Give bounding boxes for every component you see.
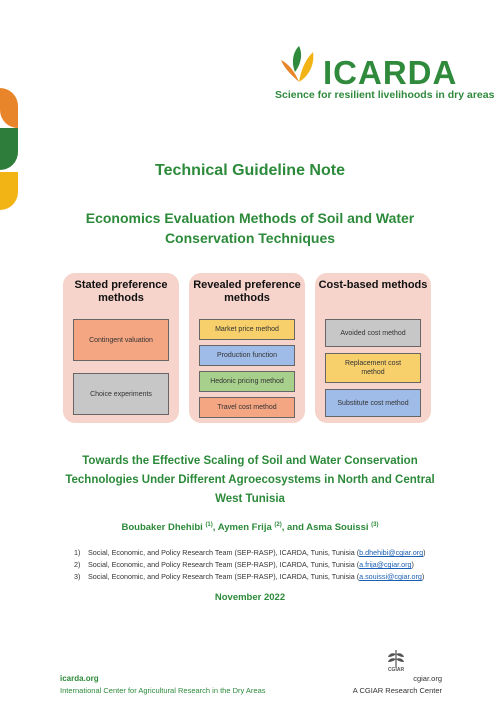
- affiliation-item: [74, 571, 426, 583]
- affiliation-number: 3): [74, 572, 81, 581]
- panel-title: Cost-based methods: [318, 279, 428, 291]
- method-box: Hedonic pricing method: [199, 371, 295, 392]
- affiliation-text: Social, Economic, and Policy Research Team (SEP-RASP), ICARDA, Tunis, Tunisia (: [88, 560, 360, 569]
- affiliation-item: [74, 547, 426, 559]
- affiliation-close: ): [423, 548, 426, 557]
- report-title: Towards the Effective Scaling of Soil and Water Conservation Technologies Under Different Agroecosystems in North and Central West Tunisia: [65, 455, 435, 505]
- method-box: Choice experiments: [73, 373, 169, 415]
- email-link[interactable]: a.souissi@cgiar.org: [359, 572, 422, 581]
- decor-leaf-orange: [0, 88, 18, 128]
- affiliation-item: [74, 559, 426, 571]
- logo-tagline: Science for resilient livelihoods in dry areas: [275, 89, 495, 101]
- footer-org-name: International Center for Agricultural Research in the Dry Areas: [60, 686, 266, 695]
- method-box: Production function: [199, 345, 295, 366]
- page-subtitle: Economics Evaluation Methods of Soil and Water Conservation Techniques: [85, 210, 415, 246]
- panel-title: Stated preference methods: [74, 279, 168, 304]
- panel-title: Revealed preference methods: [193, 279, 301, 304]
- cost-based-panel: [315, 273, 431, 423]
- author-name: Aymen Frija: [217, 522, 272, 534]
- affiliation-close: ): [421, 572, 425, 581]
- method-box: Contingent valuation: [73, 319, 169, 361]
- affiliation-number: 1): [74, 548, 81, 557]
- method-box: Travel cost method: [199, 397, 295, 418]
- affiliation-text: Social, Economic, and Policy Research Team (SEP-RASP), ICARDA, Tunis, Tunisia (: [88, 548, 360, 557]
- authors-line: [0, 522, 500, 533]
- method-box: Avoided cost method: [325, 319, 421, 347]
- separator: , and: [281, 522, 304, 534]
- footer-cgiar-center: A CGIAR Research Center: [352, 686, 442, 695]
- revealed-preference-panel: [189, 273, 305, 423]
- affiliation-close: ): [411, 560, 414, 569]
- method-box: Substitute cost method: [325, 389, 421, 417]
- method-box: Market price method: [199, 319, 295, 340]
- method-box: Replacement cost method: [325, 353, 421, 383]
- logo-name: ICARDA: [323, 54, 458, 91]
- author-affil: (2): [274, 522, 282, 528]
- author-affil: (3): [371, 522, 379, 528]
- affiliation-text: Social, Economic, and Policy Research Team (SEP-RASP), ICARDA, Tunis, Tunisia (: [88, 572, 360, 581]
- cgiar-logo-text: CGIAR: [387, 667, 405, 673]
- affiliations-list: [74, 547, 426, 583]
- footer-site-link[interactable]: icarda.org: [60, 674, 99, 683]
- stated-preference-panel: [63, 273, 179, 423]
- icarda-leaf-icon: [275, 42, 321, 88]
- affiliation-number: 2): [74, 560, 81, 569]
- footer-cgiar-link[interactable]: cgiar.org: [413, 674, 442, 683]
- page-title: Technical Guideline Note: [155, 162, 345, 179]
- separator: ,: [212, 522, 218, 534]
- email-link[interactable]: a.frija@cgiar.org: [359, 560, 412, 569]
- icarda-logo: [275, 42, 495, 107]
- email-link[interactable]: b.dhehibi@cgiar.org: [359, 548, 424, 557]
- author-name: Asma Souissi: [306, 522, 369, 534]
- publication-date: November 2022: [214, 592, 286, 603]
- author-affil: (1): [205, 522, 213, 528]
- author-name: Boubaker Dhehibi: [121, 522, 203, 534]
